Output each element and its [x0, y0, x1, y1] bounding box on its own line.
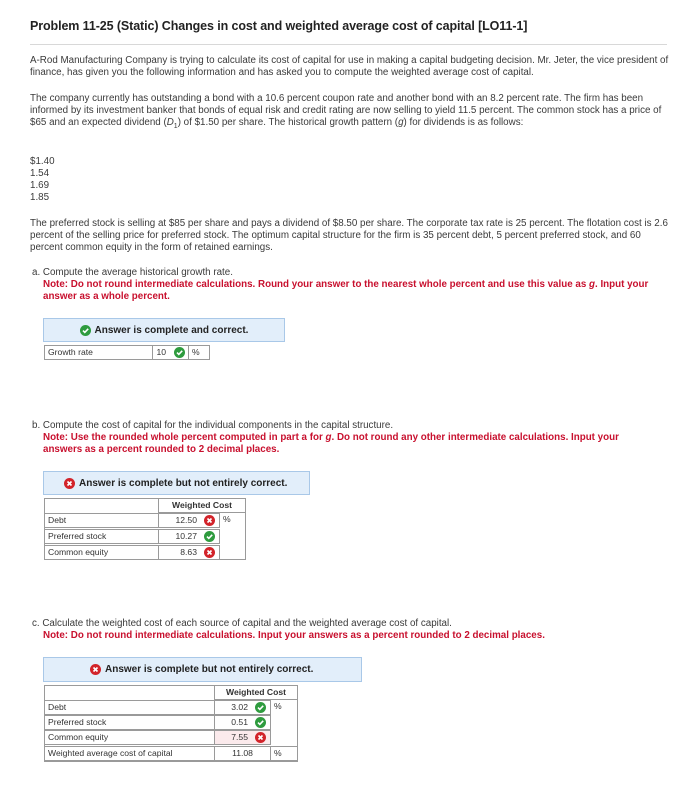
row-label: Common equity	[44, 545, 159, 560]
part-a-note-text-end: . Input your answer as a whole percent.	[43, 279, 649, 303]
row-label: Common equity	[44, 730, 215, 745]
row-label: Preferred stock	[44, 715, 215, 730]
row-label: Weighted average cost of capital	[44, 746, 215, 761]
part-b-note-text: Note: Use the rounded whole percent computed in part a for	[43, 432, 326, 443]
growth-rate-label: Growth rate	[44, 345, 153, 360]
part-c-status-banner	[43, 657, 362, 682]
part-a-note-text: Note: Do not round intermediate calculations. Round your answer to the nearest whole percent and use this value as	[43, 279, 590, 290]
title-divider	[30, 44, 667, 45]
preferred-cost-input[interactable]	[158, 529, 220, 544]
banner-text: Answer is complete but not entirely correct.	[79, 477, 288, 489]
debt-cost-input[interactable]	[158, 513, 220, 528]
para2-part-b: ) of $1.50 per share. The historical growth pattern (	[177, 117, 399, 129]
preferred-paragraph: The preferred stock is selling at $85 per share and pays a dividend of $8.50 per share. The corporate tax rate is 25 percent. The flotation cost is 2.6 percent of the selling price for preferred stock. The optimum capital structure for the firm is 35 percent debt, 5 percent preferred stock, and 60 percent common equity in the form of retained earnings.	[30, 218, 668, 254]
para2-g: g	[398, 117, 404, 129]
equity-weighted-value: 7.55	[231, 732, 248, 742]
bond-stock-paragraph	[30, 93, 670, 134]
x-circle-icon	[204, 547, 215, 558]
debt-weighted-value: 3.02	[231, 702, 248, 712]
dividend-value: 1.85	[30, 192, 50, 203]
preferred-cost-value: 10.27	[175, 531, 197, 541]
preferred-weighted-value: 0.51	[231, 717, 248, 727]
banner-text: Answer is complete and correct.	[94, 324, 249, 336]
part-c-question: c. Calculate the weighted cost of each source of capital and the weighted average cost of capital.	[32, 618, 452, 629]
check-circle-icon	[255, 717, 266, 728]
wacc-input[interactable]	[214, 746, 271, 761]
x-circle-icon	[90, 664, 101, 675]
part-b-note	[43, 432, 653, 456]
row-label: Preferred stock	[44, 529, 159, 544]
check-circle-icon	[204, 531, 215, 542]
percent-unit: %	[270, 746, 298, 761]
x-circle-icon	[64, 478, 75, 489]
part-b-note-g: g	[325, 432, 332, 443]
percent-unit: %	[219, 513, 246, 528]
part-b-note-text-end: . Do not round any other intermediate calculations. Input your answers as a percent rounded to 2 decimal places.	[43, 432, 619, 456]
equity-weighted-input[interactable]	[214, 730, 271, 745]
debt-weighted-input[interactable]	[214, 700, 271, 715]
dividend-value: $1.40	[30, 156, 55, 167]
dividend-value: 1.54	[30, 168, 50, 179]
check-circle-icon	[255, 702, 266, 713]
growth-rate-input[interactable]	[152, 345, 189, 360]
equity-cost-value: 8.63	[180, 547, 197, 557]
row-label: Debt	[44, 700, 215, 715]
x-circle-icon	[255, 732, 266, 743]
part-a-note	[43, 279, 653, 303]
para2-part-a: The company currently has outstanding a bond with a 10.6 percent coupon rate and another bond with an 8.2 percent rate. The firm has been informed by its investment banker that bonds of equal risk and credit rating are now selling to yield 11.5 percent. The common stock has a price of $65 and an expected dividend (	[30, 93, 662, 129]
column-header: Weighted Cost	[214, 685, 298, 700]
wacc-value: 11.08	[232, 748, 253, 758]
x-circle-icon	[204, 515, 215, 526]
part-a-note-g: g	[589, 279, 595, 290]
para2-part-c: ) for dividends is as follows:	[403, 117, 524, 129]
dividend-value: 1.69	[30, 180, 50, 191]
part-a-question: a. Compute the average historical growth rate.	[32, 267, 233, 278]
part-a-status-banner	[43, 318, 285, 342]
debt-cost-value: 12.50	[175, 515, 197, 525]
para2-d1: D	[166, 117, 174, 129]
part-b-question: b. Compute the cost of capital for the individual components in the capital structure.	[32, 420, 394, 431]
check-circle-icon	[80, 325, 91, 336]
row-label: Debt	[44, 513, 159, 528]
percent-unit: %	[188, 345, 210, 360]
part-c-note: Note: Do not round intermediate calculations. Input your answers as a percent rounded to 2 decimal places.	[43, 630, 545, 641]
preferred-weighted-input[interactable]	[214, 715, 271, 730]
page-title: Problem 11-25 (Static) Changes in cost and weighted average cost of capital [LO11-1]	[30, 19, 528, 33]
intro-paragraph: A-Rod Manufacturing Company is trying to calculate its cost of capital for use in making a capital budgeting decision. Mr. Jeter, the vice president of finance, has given you the following information and has asked you to compute the weighted average cost of capital.	[30, 55, 669, 79]
para2-d1-sub: 1	[173, 123, 178, 131]
equity-cost-input[interactable]	[158, 545, 220, 560]
banner-text: Answer is complete but not entirely correct.	[105, 664, 314, 675]
part-b-status-banner	[43, 471, 310, 495]
column-header: Weighted Cost	[158, 498, 246, 513]
check-circle-icon	[174, 347, 185, 358]
percent-unit: %	[270, 700, 298, 715]
growth-rate-value: 10	[156, 347, 166, 357]
